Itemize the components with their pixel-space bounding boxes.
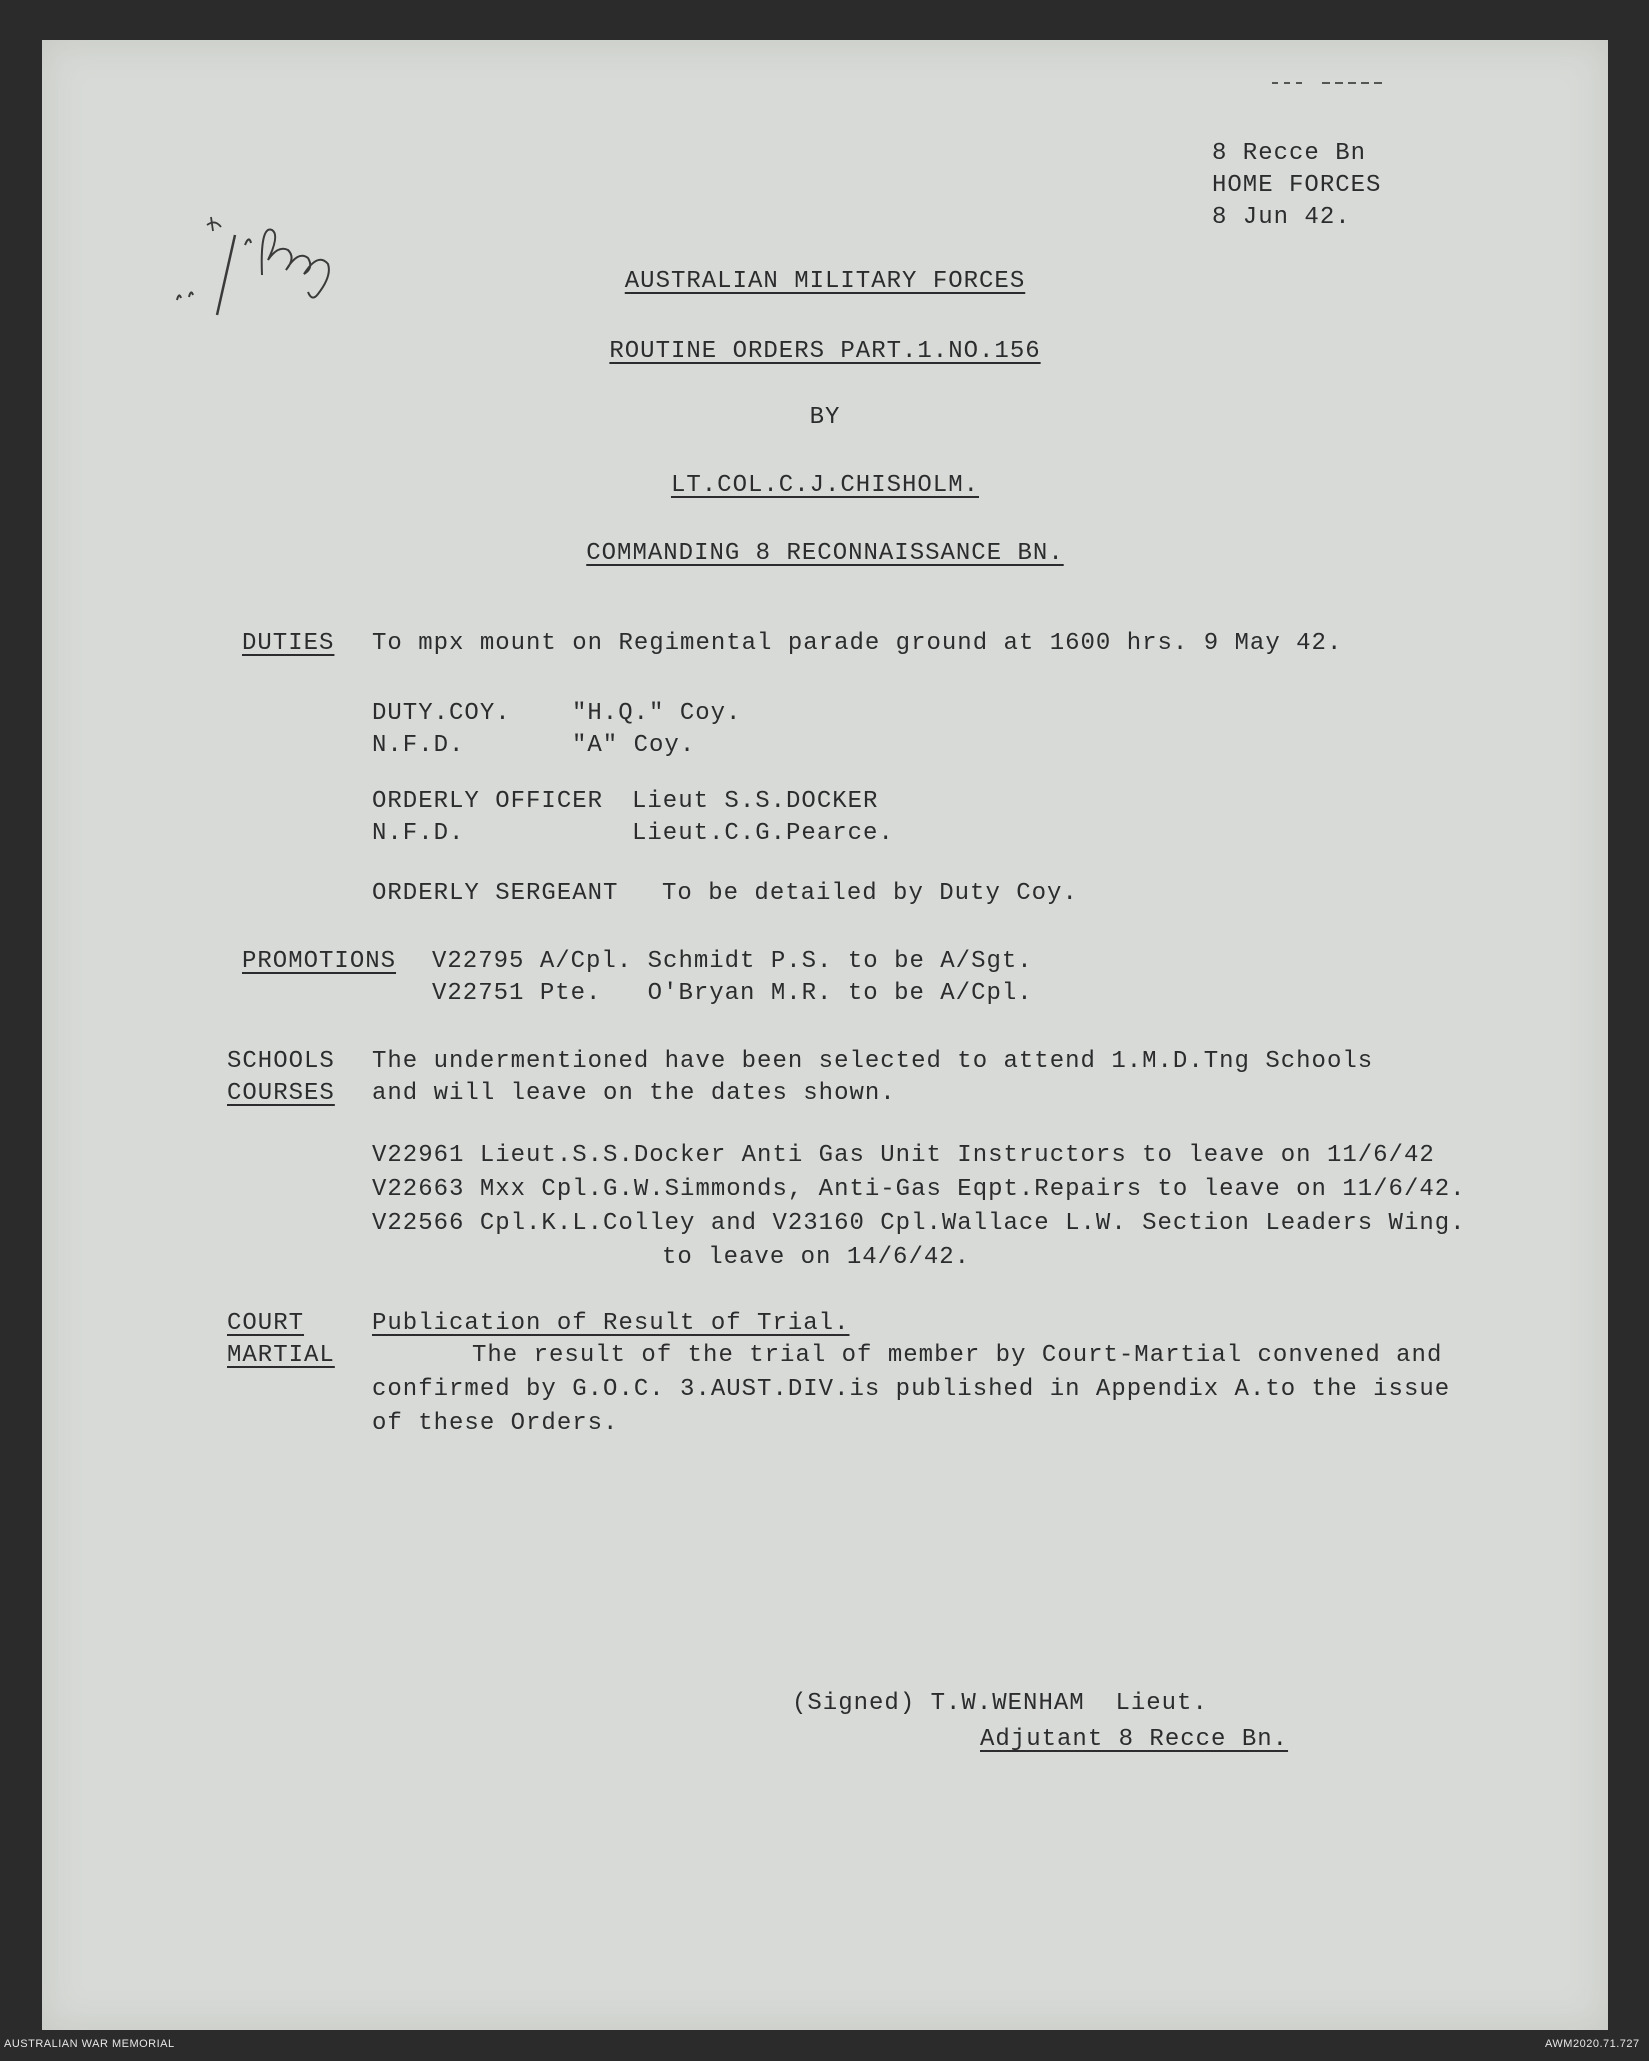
schools-line-2: V22663 Mxx Cpl.G.W.Simmonds, Anti-Gas Eqpt.Repairs to leave on 11/6/42.: [372, 1176, 1466, 1203]
nfd2-label: N.F.D.: [372, 820, 465, 847]
duties-heading: DUTIES: [242, 630, 335, 657]
nfd2-value: Lieut.C.G.Pearce.: [632, 820, 894, 847]
schools-line-4: to leave on 14/6/42.: [662, 1244, 971, 1271]
nfd1-value: "A" Coy.: [572, 732, 696, 759]
nfd1-label: N.F.D.: [372, 732, 465, 759]
header-command: HOME FORCES: [1212, 172, 1382, 199]
court-martial-line-1: The result of the trial of member by Court-Martial convened and: [472, 1342, 1443, 1369]
schools-line-3: V22566 Cpl.K.L.Colley and V23160 Cpl.Wallace L.W. Section Leaders Wing.: [372, 1210, 1466, 1237]
duty-coy-value: "H.Q." Coy.: [572, 700, 742, 727]
title-by: BY: [809, 404, 841, 431]
orderly-sergeant-label: ORDERLY SERGEANT: [372, 880, 619, 907]
court-martial-line-3: of these Orders.: [372, 1410, 619, 1437]
document-page: [42, 40, 1608, 2030]
schools-line-1: V22961 Lieut.S.S.Docker Anti Gas Unit Instructors to leave on 11/6/42: [372, 1142, 1435, 1169]
schools-intro-1: The undermentioned have been selected to attend 1.M.D.Tng Schools: [372, 1048, 1374, 1075]
title-commander: LT.COL.C.J.CHISHOLM.: [670, 472, 980, 499]
courses-heading: COURSES: [227, 1080, 335, 1107]
court-martial-subheading: Publication of Result of Trial.: [372, 1310, 850, 1337]
orderly-officer-label: ORDERLY OFFICER: [372, 788, 604, 815]
footer-catalogue-id: AWM2020.71.727: [1545, 2038, 1640, 2050]
martial-heading: MARTIAL: [227, 1342, 335, 1369]
orderly-officer-value: Lieut S.S.DOCKER: [632, 788, 879, 815]
signature-line-1: (Signed) T.W.WENHAM Lieut.: [792, 1690, 1208, 1717]
court-heading: COURT: [227, 1310, 305, 1337]
title-forces: AUSTRALIAN MILITARY FORCES: [624, 268, 1026, 295]
signature-line-2: Adjutant 8 Recce Bn.: [980, 1726, 1289, 1753]
promotions-heading: PROMOTIONS: [242, 948, 397, 975]
duty-coy-label: DUTY.COY.: [372, 700, 511, 727]
court-martial-line-2: confirmed by G.O.C. 3.AUST.DIV.is published in Appendix A.to the issue: [372, 1376, 1451, 1403]
header-date: 8 Jun 42.: [1212, 204, 1351, 231]
title-commanding: COMMANDING 8 RECONNAISSANCE BN.: [586, 540, 1064, 567]
schools-heading: SCHOOLS: [227, 1048, 335, 1075]
promotion-line-2: V22751 Pte. O'Bryan M.R. to be A/Cpl.: [432, 980, 1033, 1007]
orderly-sergeant-value: To be detailed by Duty Coy.: [662, 880, 1078, 907]
top-edge-marks: [1272, 78, 1422, 88]
footer-archive-name: AUSTRALIAN WAR MEMORIAL: [4, 2038, 175, 2050]
promotion-line-1: V22795 A/Cpl. Schmidt P.S. to be A/Sgt.: [432, 948, 1033, 975]
title-routine-orders: ROUTINE ORDERS PART.1.NO.156: [609, 338, 1041, 365]
header-unit: 8 Recce Bn: [1212, 140, 1367, 167]
duties-text: To mpx mount on Regimental parade ground at 1600 hrs. 9 May 42.: [372, 630, 1343, 657]
schools-intro-2: and will leave on the dates shown.: [372, 1080, 896, 1107]
